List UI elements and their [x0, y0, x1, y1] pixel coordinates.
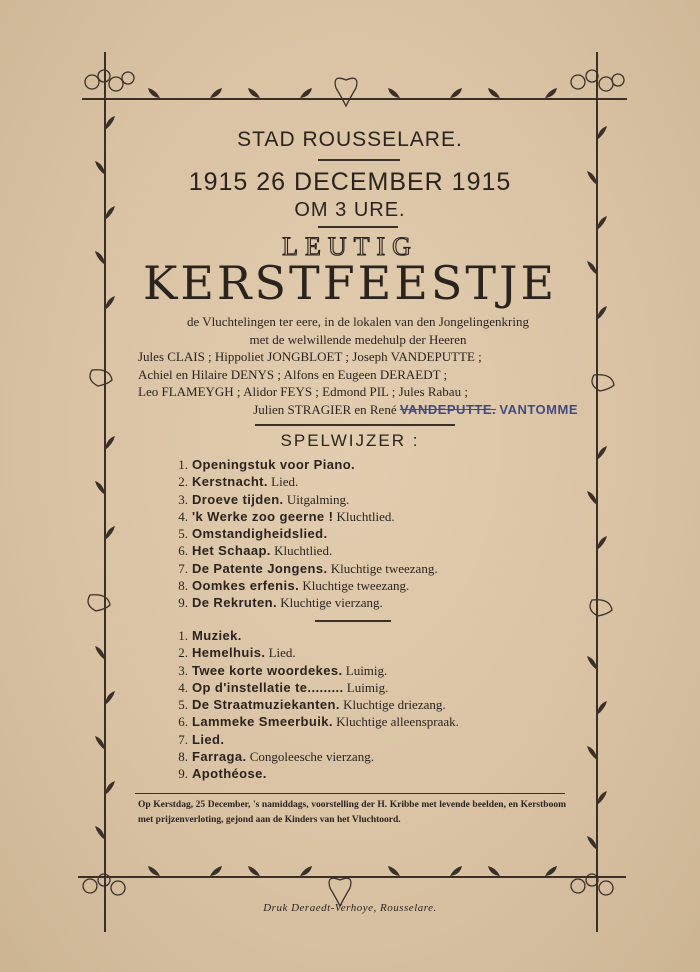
- rule-under-time: [318, 226, 398, 228]
- item-title: Hemelhuis.: [192, 645, 266, 661]
- stamped-name: VANTOMME: [499, 401, 578, 417]
- intro-line-3: Jules CLAIS ; Hippoliet JONGBLOET ; Joseph VANDEPUTTE ;: [138, 349, 482, 364]
- program-item: [168, 749, 568, 766]
- item-description: Kluchtige tweezang.: [302, 578, 410, 594]
- program-item: [168, 526, 568, 543]
- item-title: De Rekruten.: [192, 595, 277, 611]
- item-title: Droeve tijden.: [192, 491, 284, 507]
- intro-line-5: Leo FLAMEYGH ; Alidor FEYS ; Edmond PIL ; Jules Rabau ;: [138, 384, 468, 399]
- program-part-1: [168, 457, 568, 613]
- subtitle-leutig: LEUTIG: [282, 232, 418, 261]
- item-number: 5.: [178, 526, 188, 542]
- program-item: [168, 578, 568, 595]
- program-item: [168, 766, 568, 783]
- program-item: [168, 697, 568, 714]
- item-title: Kerstnacht.: [192, 474, 268, 490]
- intro-line-2: met de welwillende medehulp der Heeren: [249, 331, 467, 347]
- item-description: Lied.: [271, 474, 299, 490]
- item-number: 4.: [178, 679, 188, 695]
- item-description: Kluchtige tweezang.: [330, 560, 438, 576]
- program-item: [168, 680, 568, 697]
- rule-between-parts: [315, 620, 391, 622]
- event-date: 1915 26 DECEMBER 1915: [188, 168, 512, 196]
- rule-above-note: [135, 793, 565, 794]
- item-number: 2.: [178, 645, 188, 661]
- struck-name: VANDEPUTTE.: [399, 401, 497, 417]
- program-item: [168, 628, 568, 645]
- item-number: 1.: [178, 457, 188, 472]
- item-description: Kluchtige alleenspraak.: [336, 714, 459, 730]
- rule-under-city: [318, 159, 400, 161]
- item-number: 6.: [178, 543, 188, 559]
- item-description: Kluchtige vierzang.: [280, 595, 383, 611]
- program-item: [168, 595, 568, 612]
- item-description: Luimig.: [345, 662, 388, 678]
- printer-credit: Druk Deraedt-Verhoye, Rousselare.: [263, 902, 437, 914]
- item-description: Uitgalming.: [286, 491, 350, 507]
- item-title: 'k Werke zoo geerne !: [192, 508, 334, 524]
- item-title: Openingstuk voor Piano.: [192, 457, 356, 472]
- item-title: De Straatmuziekanten.: [192, 697, 340, 713]
- item-description: Congoleesche vierzang.: [249, 749, 374, 765]
- program-item: [168, 714, 568, 731]
- intro-line-1: de Vluchtelingen ter eere, in de lokalen van den Jongelingenkring: [187, 314, 529, 329]
- program-item: [168, 732, 568, 749]
- item-description: Kluchtige driezang.: [343, 697, 446, 713]
- program-item: [168, 457, 568, 474]
- item-title: Omstandigheidslied.: [192, 526, 328, 542]
- intro-line-4: Achiel en Hilaire DENYS ; Alfons en Eugeen DERAEDT ;: [138, 366, 448, 382]
- item-title: Het Schaap.: [192, 543, 271, 559]
- program-item: [168, 509, 568, 526]
- item-number: 8.: [178, 578, 188, 594]
- item-number: 9.: [178, 595, 188, 611]
- program-part-2: [168, 628, 568, 784]
- item-description: Luimig.: [346, 679, 389, 695]
- item-number: 9.: [178, 766, 188, 782]
- item-description: Kluchtlied.: [274, 543, 333, 559]
- item-title: Muziek.: [192, 628, 242, 643]
- item-title: Farraga.: [192, 749, 247, 765]
- item-number: 2.: [178, 474, 188, 490]
- program-item: [168, 492, 568, 509]
- intro-line-6: [138, 401, 578, 419]
- program-item: [168, 561, 568, 578]
- program-item: [168, 543, 568, 560]
- item-title: Oomkes erfenis.: [192, 578, 300, 594]
- item-number: 3.: [178, 491, 188, 507]
- program-item: [168, 645, 568, 662]
- item-number: 7.: [178, 560, 188, 576]
- item-description: Lied.: [268, 645, 296, 661]
- item-title: Twee korte woordekes.: [192, 662, 343, 678]
- program-heading: SPELWIJZER :: [280, 431, 420, 450]
- rule-above-program: [255, 424, 455, 426]
- intro-line-6-names: Julien STRAGIER en René: [253, 401, 397, 417]
- item-number: 6.: [178, 714, 188, 730]
- city-heading: STAD ROUSSELARE.: [237, 128, 463, 151]
- christmas-note: Op Kerstdag, 25 December, 's namiddags, voorstelling der H. Kribbe met levende beelden, en Kerstboom met prijzenverloting, gejond aan de Kinders van het Vluchtoord.: [138, 800, 566, 825]
- item-description: Kluchtlied.: [336, 508, 395, 524]
- item-number: 5.: [178, 697, 188, 713]
- item-title: Op d'instellatie te.........: [192, 679, 344, 695]
- item-number: 7.: [178, 731, 188, 747]
- item-title: Lied.: [192, 731, 225, 747]
- item-number: 4.: [178, 508, 188, 524]
- main-title: KERSTFEESTJE: [142, 256, 558, 310]
- item-number: 8.: [178, 749, 188, 765]
- program-item: [168, 474, 568, 491]
- item-title: De Patente Jongens.: [192, 560, 328, 576]
- item-title: Apothéose.: [192, 766, 267, 782]
- item-title: Lammeke Smeerbuik.: [192, 714, 333, 730]
- item-number: 1.: [178, 628, 188, 643]
- event-time: OM 3 URE.: [294, 199, 406, 221]
- item-number: 3.: [178, 662, 188, 678]
- intro-text: [138, 313, 578, 418]
- program-item: [168, 663, 568, 680]
